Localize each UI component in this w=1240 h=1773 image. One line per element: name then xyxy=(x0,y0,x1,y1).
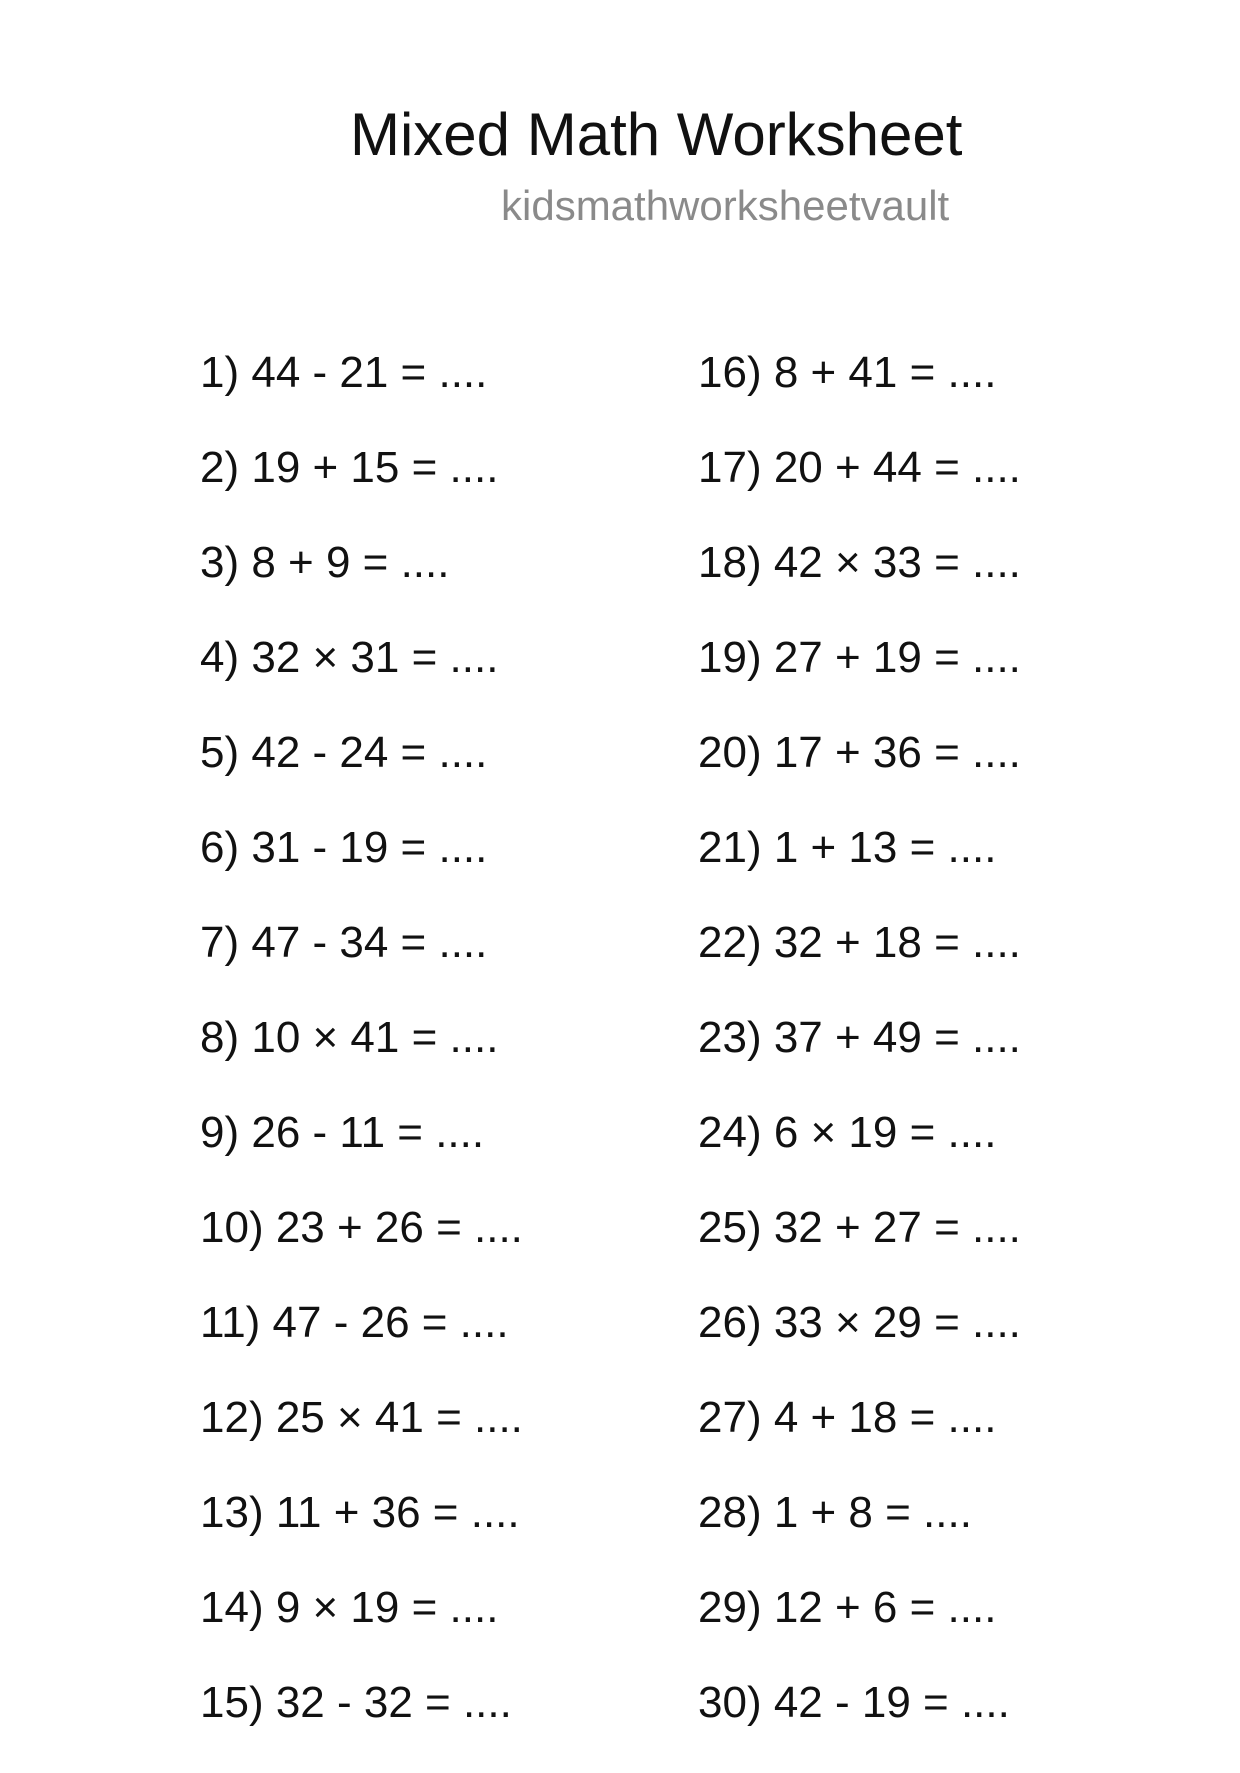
problem-12: 12) 25 × 41 = .... xyxy=(200,1393,523,1442)
problem-23: 23) 37 + 49 = .... xyxy=(698,1013,1021,1062)
problem-28: 28) 1 + 8 = .... xyxy=(698,1488,972,1537)
problem-7: 7) 47 - 34 = .... xyxy=(200,918,488,967)
problem-24: 24) 6 × 19 = .... xyxy=(698,1108,997,1157)
problem-16: 16) 8 + 41 = .... xyxy=(698,348,997,397)
problem-22: 22) 32 + 18 = .... xyxy=(698,918,1021,967)
problem-11: 11) 47 - 26 = .... xyxy=(200,1298,509,1347)
problem-15: 15) 32 - 32 = .... xyxy=(200,1678,512,1727)
problem-17: 17) 20 + 44 = .... xyxy=(698,443,1021,492)
problem-30: 30) 42 - 19 = .... xyxy=(698,1678,1010,1727)
problem-5: 5) 42 - 24 = .... xyxy=(200,728,488,777)
problem-10: 10) 23 + 26 = .... xyxy=(200,1203,523,1252)
problem-6: 6) 31 - 19 = .... xyxy=(200,823,488,872)
problem-3: 3) 8 + 9 = .... xyxy=(200,538,450,587)
problem-4: 4) 32 × 31 = .... xyxy=(200,633,499,682)
problem-column-left xyxy=(200,348,523,1773)
problem-1: 1) 44 - 21 = .... xyxy=(200,348,488,397)
problem-8: 8) 10 × 41 = .... xyxy=(200,1013,499,1062)
problem-column-right xyxy=(698,348,1021,1773)
problem-26: 26) 33 × 29 = .... xyxy=(698,1298,1021,1347)
problem-14: 14) 9 × 19 = .... xyxy=(200,1583,499,1632)
problem-18: 18) 42 × 33 = .... xyxy=(698,538,1021,587)
problem-29: 29) 12 + 6 = .... xyxy=(698,1583,997,1632)
problem-13: 13) 11 + 36 = .... xyxy=(200,1488,520,1537)
problem-2: 2) 19 + 15 = .... xyxy=(200,443,499,492)
worksheet-source: kidsmathworksheetvault xyxy=(501,182,950,229)
problem-9: 9) 26 - 11 = .... xyxy=(200,1108,485,1157)
problem-20: 20) 17 + 36 = .... xyxy=(698,728,1021,777)
problem-19: 19) 27 + 19 = .... xyxy=(698,633,1021,682)
problem-21: 21) 1 + 13 = .... xyxy=(698,823,997,872)
problem-27: 27) 4 + 18 = .... xyxy=(698,1393,997,1442)
worksheet-title: Mixed Math Worksheet xyxy=(350,101,963,168)
problem-25: 25) 32 + 27 = .... xyxy=(698,1203,1021,1252)
